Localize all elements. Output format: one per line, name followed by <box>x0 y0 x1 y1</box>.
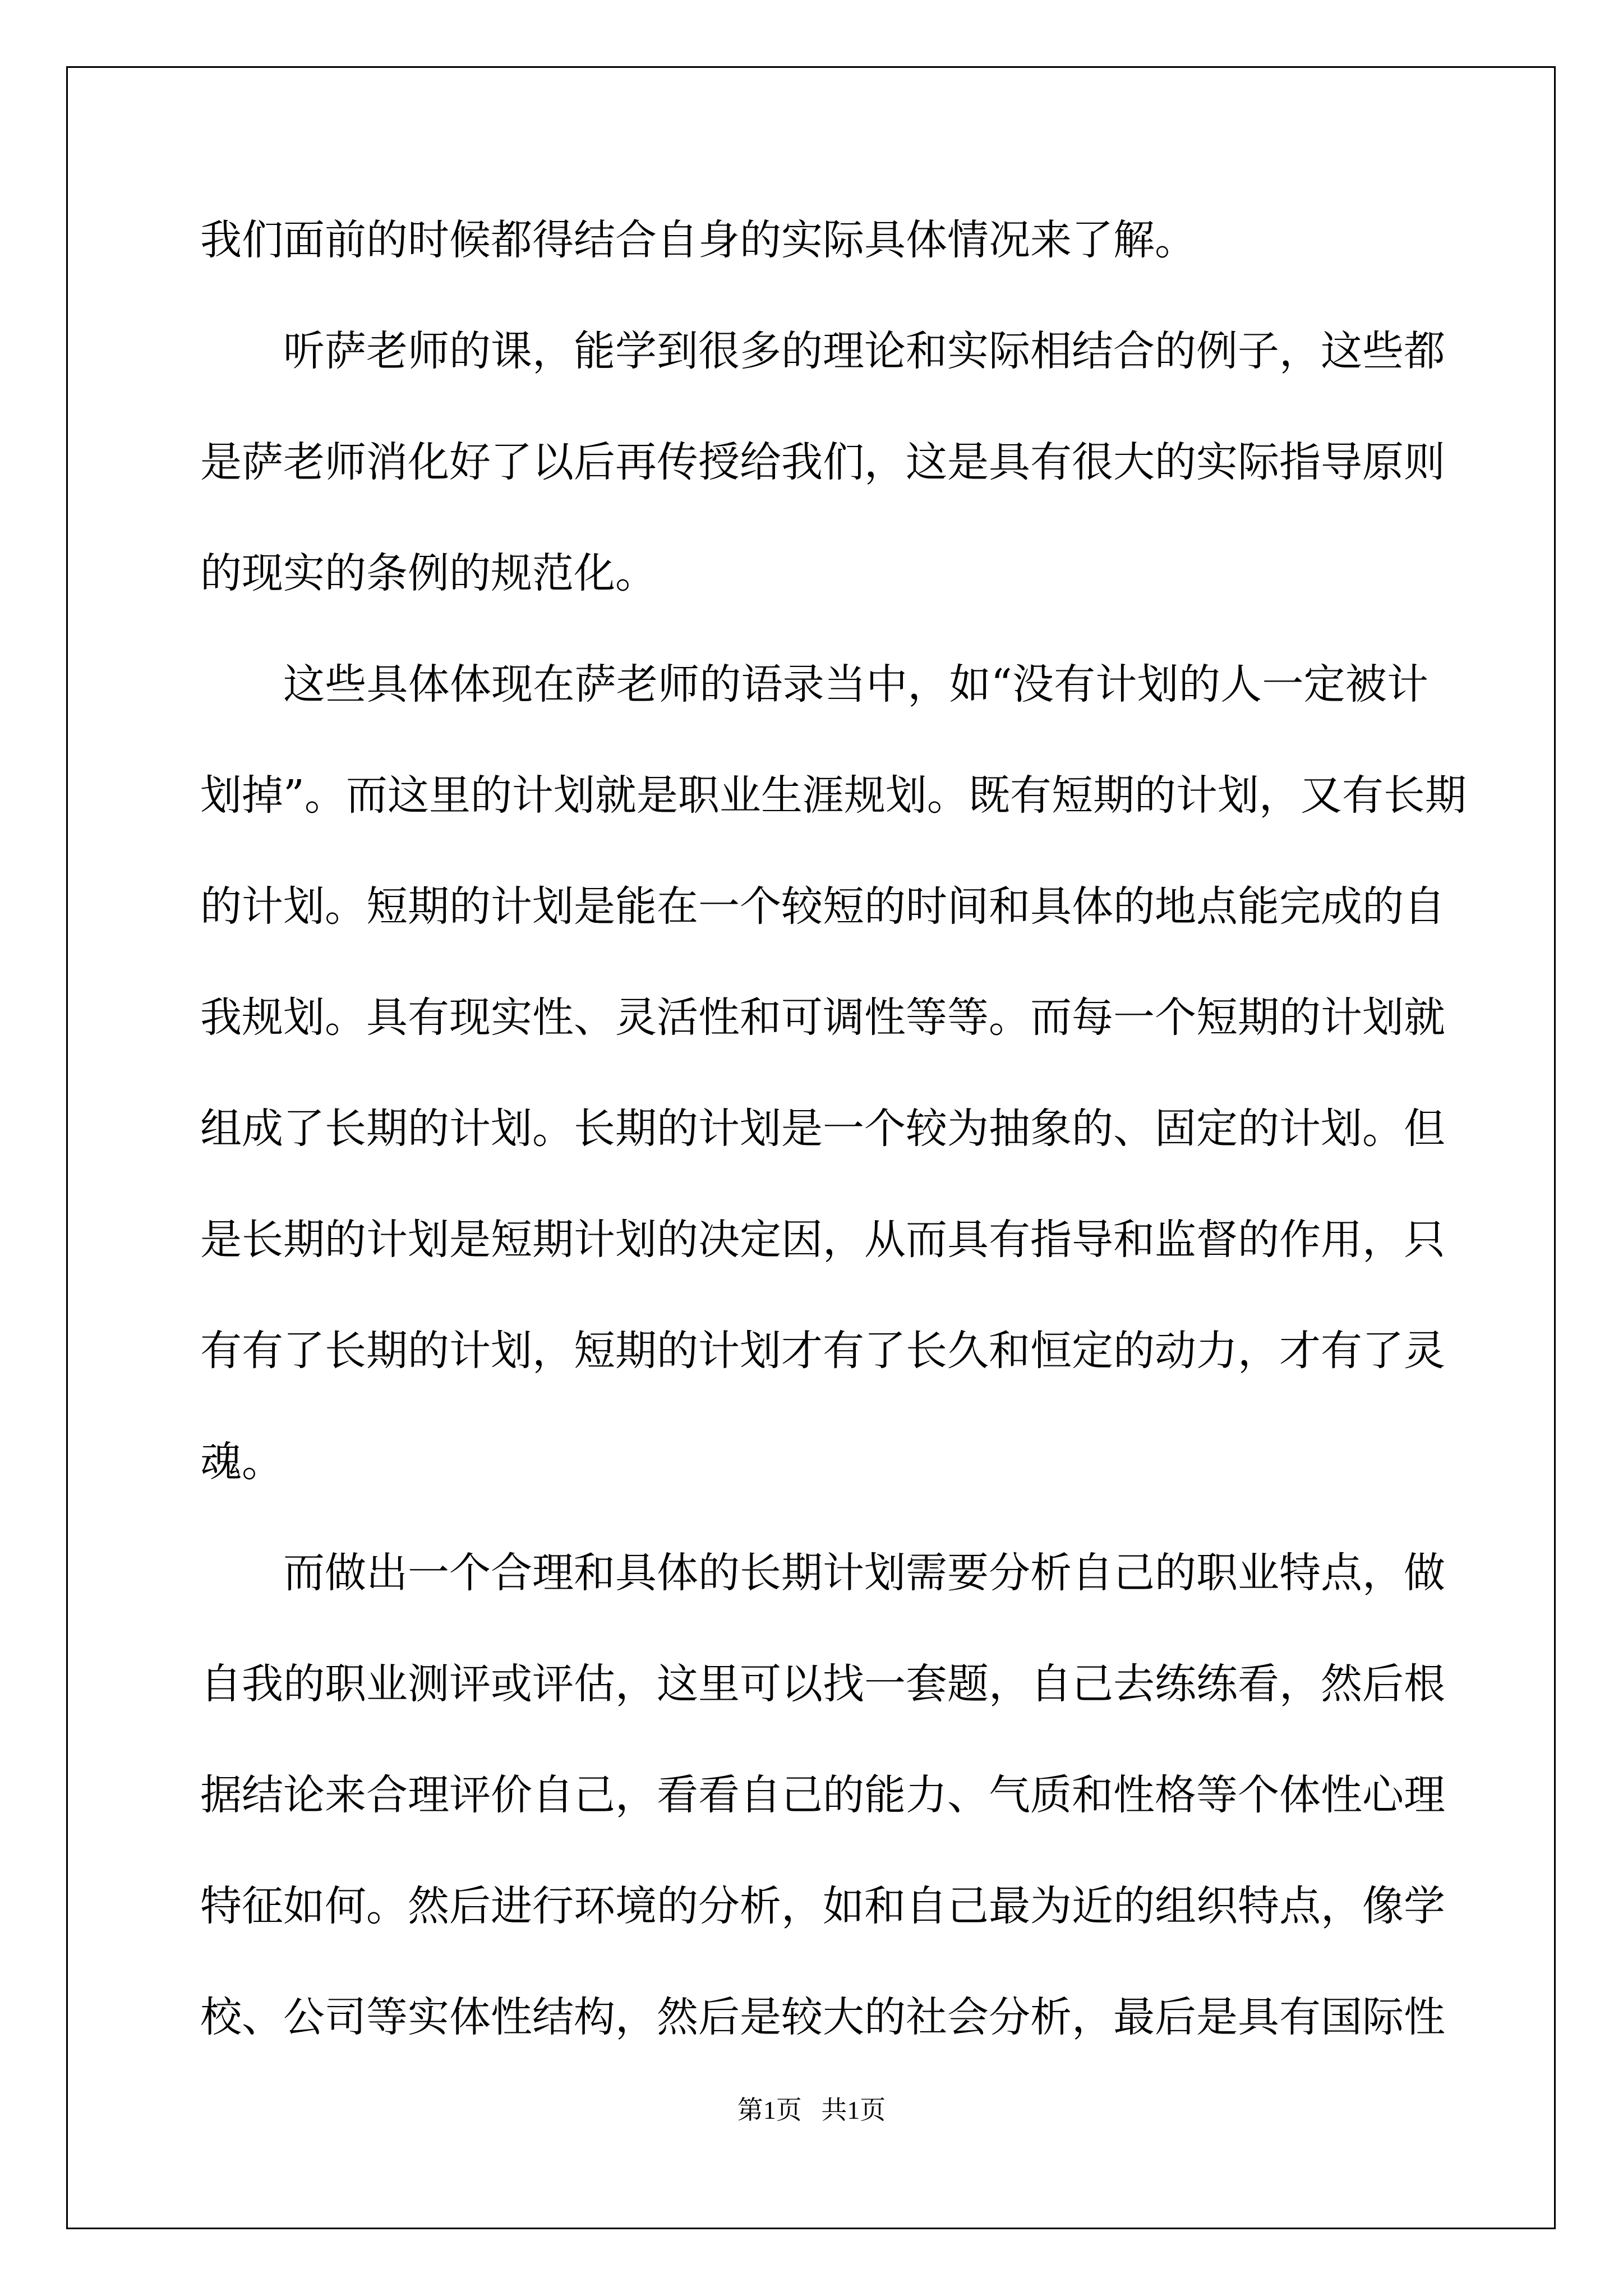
text-line-10: 是长期的计划是短期计划的决定因，从而具有指导和监督的作用，只 <box>200 1216 1445 1264</box>
document-body <box>200 209 1467 2097</box>
text-line-2: 听萨老师的课，能学到很多的理论和实际相结合的例子，这些都 <box>283 327 1445 375</box>
text-line-8: 我规划。具有现实性、灵活性和可调性等等。而每一个短期的计划就 <box>200 993 1445 1042</box>
text-line-7: 的计划。短期的计划是能在一个较短的时间和具体的地点能完成的自 <box>200 882 1445 931</box>
text-line-9: 组成了长期的计划。长期的计划是一个较为抽象的、固定的计划。但 <box>200 1105 1445 1153</box>
text-line-1: 我们面前的时候都得结合自身的实际具体情况来了解。 <box>200 216 1196 264</box>
text-line-17: 校、公司等实体性结构，然后是较大的社会分析，最后是具有国际性 <box>200 1993 1445 2041</box>
text-line-11: 有有了长期的计划，短期的计划才有了长久和恒定的动力，才有了灵 <box>200 1327 1445 1375</box>
text-line-15: 据结论来合理评价自己，看看自己的能力、气质和性格等个体性心理 <box>200 1771 1445 1819</box>
text-line-16: 特征如何。然后进行环境的分析，如和自己最为近的组织特点，像学 <box>200 1882 1445 1930</box>
page-footer: 第1页 共1页 <box>737 2096 886 2124</box>
text-line-14: 自我的职业测评或评估，这里可以找一套题，自己去练练看，然后根 <box>200 1660 1445 1708</box>
text-line-4: 的现实的条例的规范化。 <box>200 549 657 597</box>
text-line-13: 而做出一个合理和具体的长期计划需要分析自己的职业特点，做 <box>283 1549 1445 1597</box>
text-line-5: 这些具体体现在萨老师的语录当中，如“没有计划的人一定被计 <box>283 660 1428 708</box>
text-line-6: 划掉”。而这里的计划就是职业生涯规划。既有短期的计划，又有长期 <box>200 771 1467 820</box>
text-line-12: 魂。 <box>200 1438 283 1486</box>
text-line-3: 是萨老师消化好了以后再传授给我们，这是具有很大的实际指导原则 <box>200 438 1445 486</box>
